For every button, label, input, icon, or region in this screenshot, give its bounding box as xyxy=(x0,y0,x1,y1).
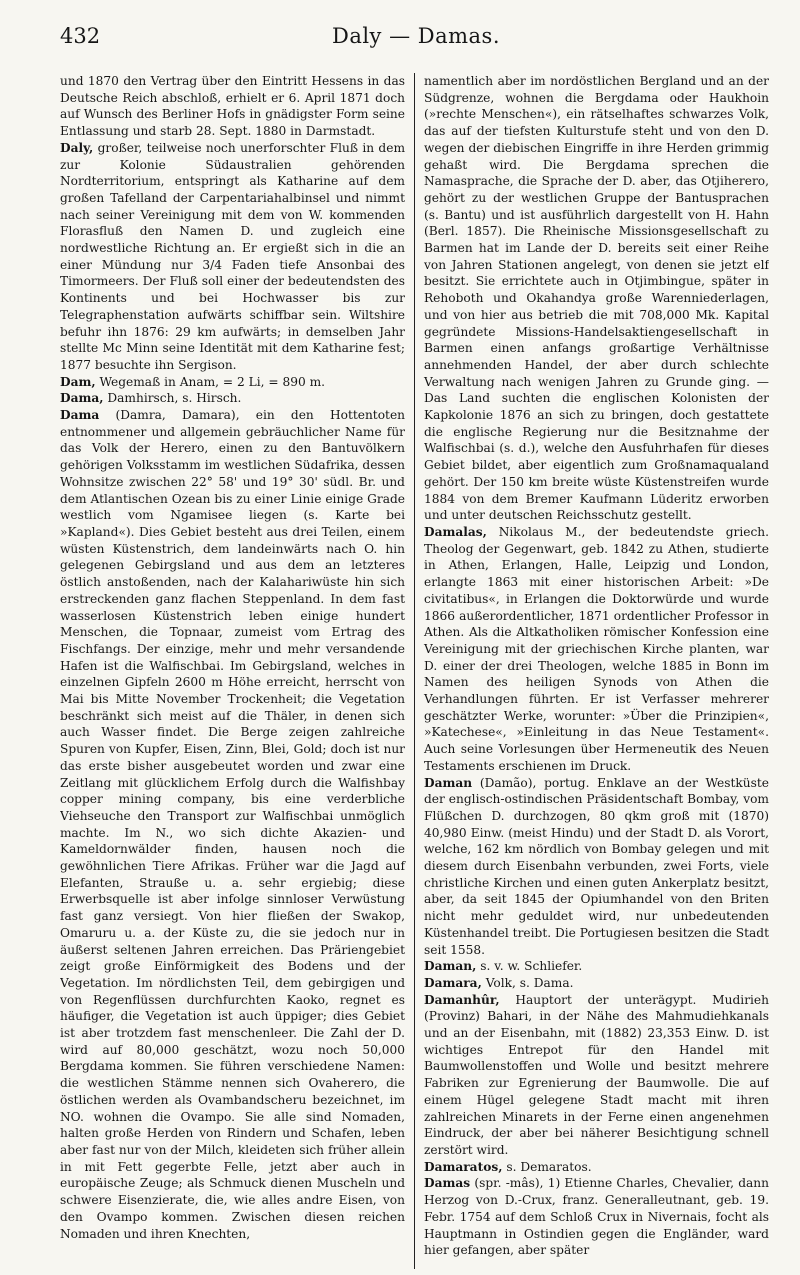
entry-text: namentlich aber im nordöstlichen Bergland und an der Südgrenze, wohnen die Bergdama oder Haukhoin (»rechte Menschen«), ein rätselhaftes schwarzes Volk, das auf der tiefsten Kulturstufe steht und von den D. wegen der diebischen Eingriffe in ihre Herden grimmig gehaßt wird. Die Bergdama sprechen die Namasprache, die Sprache der D. aber, das Otjiherero, gehört zu der westlichen Gruppe der Bantusprachen (s. Bantu) und ist ausführlich dargestellt von H. Hahn (Berl. 1857). Die Rheinische Missionsgesellschaft zu Barmen hat im Lande der D. bereits seit einer Reihe von Jahren Stationen angelegt, von denen sie jetzt elf besitzt. Sie errichtete auch in Otjimbingue, später in Rehoboth und Okahandya große Warenniederlagen, und von hier aus betrieb die mit 708,000 Mk. Kapital gegründete Missions-Handelsaktiengesellschaft in Barmen einen anfangs großartige Verhältnisse annehmenden Handel, der aber durch schlechte Verwaltung nach wenigen Jahren zu Grunde ging. — Das Land suchten die englischen Kolonisten der Kapkolonie 1876 an sich zu bringen, doch gestattete die englische Regierung nur die Besitznahme der Walfischbai (s. d.), welche den Ausfuhrhafen für dieses Gebiet bildet, aber eigentlich zum Großnamaqualand gehört. Der 150 km breite wüste Küstenstreifen wurde 1884 von dem Bremer Kaufmann Lüderitz erworben und unter deutschen Reichsschutz gestellt. xyxy=(424,74,769,523)
entry-text: und 1870 den Vertrag über den Eintritt Hessens in das Deutsche Reich abschloß, erhielt er 6. April 1871 doch auf Wunsch des Berliner Hofs in gnädigster Form seine Entlassung und starb 28. Sept. 1880 in Darmstadt. xyxy=(60,74,405,139)
entry-headword: Dama xyxy=(60,408,100,423)
dictionary-entry xyxy=(424,958,769,975)
entry-headword: Damas xyxy=(424,1176,471,1191)
entry-text: Nikolaus M., der bedeutendste griech. Theolog der Gegenwart, geb. 1842 zu Athen, studierte in Athen, Erlangen, Halle, Leipzig und London, erlangte 1863 mit einer historischen Arbeit: »De civitatibus«, in Erlangen die Doktorwürde und wurde 1866 außerordentlicher, 1871 ordentlicher Professor in Athen. Als die Altkatholiken römischer Konfession eine Vereinigung mit der griechischen Kirche planten, war D. einer der drei Theologen, welche 1885 in Bonn im Namen des heiligen Synods von Athen die Verhandlungen führten. Er ist Verfasser mehrerer geschätzter Werke, worunter: »Über die Prinzipien«, »Katechese«, »Einleitung in das Neue Testament«. Auch seine Vorlesungen über Hermeneutik des Neuen Testaments erschienen im Druck. xyxy=(424,524,769,773)
entry-text: Damhirsch, s. Hirsch. xyxy=(107,391,242,406)
entry-headword: Damalas, xyxy=(424,524,487,539)
dictionary-entry xyxy=(424,775,769,959)
entry-text: großer, teilweise noch unerforschter Fluß in dem zur Kolonie Südaustralien gehörenden Nordterritorium, entspringt als Katharine auf dem großen Tafelland der Carpentariahalbinsel und nimmt nach seiner Vereinigung mit dem von W. kommenden Florasfluß den Namen D. und zugleich eine nordwestliche Richtung an. Er ergießt sich in die an einer Mündung nur 3/4 Faden tiefe Ansonbai des Timormeers. Der Fluß soll einer der bedeutendsten des Kontinents und bei Hochwasser bis zur Telegraphenstation aufwärts schiffbar sein. Wiltshire befuhr ihn 1876: 29 km aufwärts; in demselben Jahr stellte Mc Minn seine Identität mit dem Katharine fest; 1877 besuchte ihn Sergison. xyxy=(60,140,406,372)
entry-text: Volk, s. Dama. xyxy=(485,975,574,990)
entry-text: (Damra, Damara), ein den Hottentoten entnommener und allgemein gebräuchlicher Name für das Volk der Herero, einen zu den Bantuvölkern gehörigen Volksstamm im westlichen Südafrika, dessen Wohnsitze zwischen 22° 58' und 19° 30' südl. Br. und dem Atlantischen Ozean bis zu einer Linie einige Grade westlich vom Ngamisee liegen (s. Karte bei »Kapland«). Dies Gebiet besteht aus drei Teilen, einem wüsten Küstenstrich, dem landeinwärts nach O. hin gelegenen Gebirgsland und aus dem an letzteres östlich anstoßenden, nach der Kalahariwüste hin sich erstreckenden ganz flachen Steppenland. In dem fast wasserlosen Küstenstrich leben einige hundert Menschen, die Topnaar, zumeist vom Ertrag des Fischfangs. Der einzige, mehr und mehr versandende Hafen ist die Walfischbai. Im Gebirgsland, welches in einzelnen Gipfeln 2600 m Höhe erreicht, herrscht von Mai bis Mitte November Trockenheit; die Vegetation beschränkt sich meist auf die Thäler, in denen sich auch Wasser findet. Die Berge zeigen zahlreiche Spuren von Kupfer, Eisen, Zinn, Blei, Gold; doch ist nur das erste bisher ausgebeutet worden und zwar eine Zeitlang mit glücklichem Erfolg durch die Walfishbay copper mining company, bis eine verderbliche Viehseuche den Transport zur Walfischbai unmöglich machte. Im N., wo sich dichte Akazien- und Kameldornwälder finden, hausen noch die gewöhnlichen Tiere Afrikas. Früher war die Jagd auf Elefanten, Strauße u. a. sehr ergiebig; diese Erwerbsquelle ist aber infolge sinnloser Verwüstung fast ganz versiegt. Von hier fließen der Swakop, Omaruru u. a. der Küste zu, die sie jedoch nur in äußerst seltenen Jahren erreichen. Das Präriengebiet zeigt große Einförmigkeit des Bodens und der Vegetation. Im nördlichsten Teil, dem gebirgigen und von Regenflüssen durchfurchten Kaoko, regnet es häufiger, die Vegetation ist auch üppiger; dies Gebiet ist aber trotzdem fast menschenleer. Die Zahl der D. wird auf 80,000 geschätzt, wozu noch 50,000 Bergdama kommen. Sie führen verschiedene Namen: die westlichen Stämme nennen sich Ovaherero, die östlichen werden als Ovambandscheru bezeichnet, im NO. wohnen die Ovampo. Sie alle sind Nomaden, halten große Herden von Rindern und Schafen, leben aber fast nur von der Milch, kleideten sich früher allein in mit Fett gegerbte Felle, jetzt aber auch in europäische Zeuge; als Schmuck dienen Muscheln und schwere Eisenzierate, die, wie alles andre Eisen, von den Ovampo kommen. Zwischen diesen reichen Nomaden und ihren Knechten, xyxy=(60,408,406,1241)
entry-headword: Damara, xyxy=(424,975,482,990)
dictionary-entry xyxy=(60,407,405,1242)
dictionary-entry xyxy=(424,1175,769,1259)
text-columns xyxy=(60,73,772,1269)
entry-headword: Dam, xyxy=(60,374,96,389)
dictionary-entry xyxy=(60,390,405,407)
entry-headword: Damaratos, xyxy=(424,1159,503,1174)
dictionary-entry xyxy=(424,524,769,775)
entry-text: Hauptort der unterägypt. Mudirieh (Provinz) Bahari, in der Nähe des Mahmudiehkanals und an der Eisenbahn, mit (1882) 23,353 Einw. D. ist wichtiges Entrepot für den Handel mit Baumwollenstoffen und Wolle und besitzt mehrere Fabriken zur Egrenierung der Baumwolle. Die auf einem Hügel gelegene Stadt macht mit ihren zahlreichen Minarets in der Ferne einen angenehmen Eindruck, der aber bei näherer Besichtigung schnell zerstört wird. xyxy=(424,992,769,1157)
dictionary-entry xyxy=(424,992,769,1159)
running-title: Daly — Damas. xyxy=(331,24,501,48)
entry-text: s. Demaratos. xyxy=(506,1159,592,1174)
dictionary-entry xyxy=(60,140,405,374)
dictionary-entry xyxy=(424,1159,769,1176)
dictionary-entry xyxy=(60,374,405,391)
entry-text: Wegemaß in Anam, = 2 Li, = 890 m. xyxy=(99,374,326,389)
entry-headword: Dama, xyxy=(60,391,104,406)
dictionary-entry xyxy=(60,73,405,140)
page-header xyxy=(60,24,772,56)
entry-headword: Daman xyxy=(424,775,473,790)
entry-headword: Damanhûr, xyxy=(424,992,500,1007)
entry-headword: Daman, xyxy=(424,959,477,974)
entry-text: s. v. w. Schliefer. xyxy=(480,959,583,974)
dictionary-entry xyxy=(424,975,769,992)
entry-text: (spr. -mâs), 1) Etienne Charles, Chevalier, dann Herzog von D.-Crux, franz. Generalleutnant, geb. 19. Febr. 1754 auf dem Schloß Crux in Nivernais, focht als Hauptmann in Ostindien gegen die Engländer, ward hier gefangen, aber später xyxy=(424,1176,769,1258)
right-column xyxy=(415,73,769,1269)
left-column xyxy=(60,73,415,1269)
dictionary-entry xyxy=(424,73,769,524)
page-number: 432 xyxy=(60,24,101,48)
entry-text: (Damão), portug. Enklave an der Westküste der englisch-ostindischen Präsidentschaft Bombay, vom Flüßchen D. durchzogen, 80 qkm groß mit (1870) 40,980 Einw. (meist Hindu) und der Stadt D. als Vorort, welche, 162 km nördlich von Bombay gelegen und mit diesem durch Eisenbahn verbunden, zwei Forts, viele christliche Kirchen und einen guten Ankerplatz besitzt, aber, da seit 1845 der Opiumhandel von den Briten nicht mehr geduldet wird, nur unbedeutenden Küstenhandel treibt. Die Portugiesen besitzen die Stadt seit 1558. xyxy=(424,775,769,957)
entry-headword: Daly, xyxy=(60,140,94,155)
